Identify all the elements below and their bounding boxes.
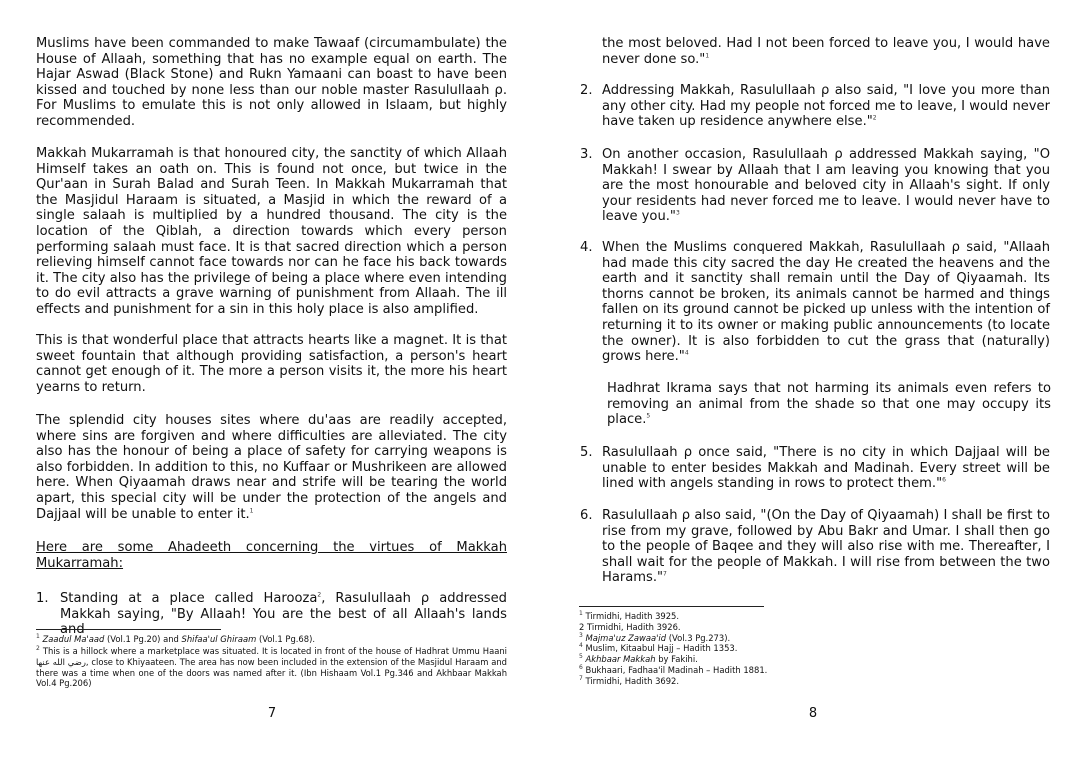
footnote-divider [579, 606, 764, 607]
paragraph-ikrama-note: Hadhrat Ikrama says that not harming its animals even refers to removing an animal from the shade so that one may occupy its place.$^5$ [607, 381, 1051, 428]
list-number: 1. [36, 591, 49, 606]
footnote-ref: 2 [317, 591, 322, 599]
page-right: the most beloved. Had I not been forced to leave you, I would have never done so."$^1$ 2. Addressing Makkah, Rasulullaah ρ also said, "I love you more than any other city. Had my people not forced me to leave, I would never have taken up residence anywhere else."$^2$ 3. On another occasion, Rasulullaah ρ addressed Makkah saying, "O Makkah! I swear by Allaah that I am leaving you knowing that you are the most honourable and beloved city in Allaah's sight. If only your residents had never forced me to leave. I would never have to leave you."$^3$ 4. When the Muslims conquered Makkah, Rasulullaah ρ said, "Allaah had made this city sacred the day He created the heavens and the earth and it sanctity shall remain until the Day of Qiyaamah. Its thorns cannot be broken, its animals cannot be harmed and things fallen on its ground cannot be picked up unless with the intention of returning it to its owner or making public announcements (to locate the owner). It is also forbidden to cut the grass that (naturally) grows here."$^4$ Hadhrat Ikrama says that not harming its animals even refers to removing an animal from the shade so that one may occupy its place.$^5$ 5. Rasulullaah ρ once said, "There is no city in which Dajjaal will be unable to enter besides Makkah and Madinah. Every street will be lined with angels standing in rows to protect them."$^6$ 6. Rasulullaah ρ also said, "(On the Day of Qiyaamah) I shall be first to rise from my grave, followed by Abu Bakr and Umar. I shall then go to the people of Baqee and they will also rise with me. Thereafter, I shall wait for the people of Makkah. I will rise from between the two Harams."$^7$ $^1$ Tirmidhi, Hadith 3925. 2 Tirmidhi, Hadith 3926. $^3$ Majma'uz Zawaa'id (Vol.3 Pg.273). $^4$ Muslim, Kitaabul Hajj – Hadith 1353. $^5$ Akhbaar Makkah by Fakihi. $^6$ Bukhaari, Fadhaa'il Madinah – Hadith 1881. $^7$ Tirmidhi, Hadith 3692. 8 [579, 36, 1051, 721]
footnote-1: $^1$ Tirmidhi, Hadith 3925. [579, 610, 680, 621]
list-text: Standing at a place called Harooza$^2$, Rasulullaah ρ addressed Makkah saying, "By Allaah! You are the best of all Allaah's lands and [60, 591, 507, 638]
footnote-1: $^1$ Zaadul Ma'aad (Vol.1 Pg.20) and Shifaa'ul Ghiraam (Vol.1 Pg.68). [36, 633, 316, 644]
footnote-3: $^3$ Majma'uz Zawaa'id (Vol.3 Pg.273). [579, 631, 731, 643]
footnote-5: $^5$ Akhbaar Makkah by Fakihi. [579, 653, 698, 665]
footnote-6: $^6$ Bukhaari, Fadhaa'il Madinah – Hadith 1881. [579, 664, 768, 675]
footnote-divider [36, 629, 221, 630]
footnotes [579, 611, 1050, 687]
page-number: 7 [267, 706, 277, 721]
page-number: 8 [808, 706, 818, 721]
paragraph-makkah-sanctity: Makkah Mukarramah is that honoured city, the sanctity of which Allaah Himself takes an oath on. This is found not once, but twice in the Qur'aan in Surah Balad and Surah Teen. In Makkah Mukarramah that the Masjidul Haraam is situated, a Masjid in which the reward of a single salaah is multiplied by a hundred thousand. The city is the location of the Qiblah, a direction towards which every person performing salaah must face. It is that sacred direction which a person relieving himself cannot face towards nor can he face his back towards it. The city also has the privilege of being a place where even intending to do evil attracts a grave warning of punishment from Allaah. The ill effects and punishment for a sin in this holy place is also amplified. [36, 146, 507, 317]
footnote-ref: 1 [249, 507, 254, 515]
footnote-7: $^7$ Tirmidhi, Hadith 3692. [579, 674, 680, 686]
paragraph-splendid-city: The splendid city houses sites where du'aas are readily accepted, where sins are forgiven and where difficulties are alleviated. The city also has the honour of being a place of safety for carrying weapons is also forbidden. In addition to this, no Kuffaar or Mushrikeen are allowed here. When Qiyaamah draws near and strife will be tearing the world apart, this special city will be under the protection of the angels and Dajjaal will be unable to enter it.$^1$ [36, 413, 507, 522]
footnote-2: $^2$ This is a hillock where a marketplace was situated. It is located in front of the house of Hadhrat Ummu Haani رضي الله عنها, close to Khiyaateen. The area has now been included in the extension of the Masjidul Haraam and there was a time when one of the doors was named after it. (Ibn Hishaam Vol.1 Pg.346 and Akhbaar Makkah Vol.4 Pg.206) [36, 645, 507, 689]
paragraph-tawaaf: Muslims have been commanded to make Tawaaf (circumambulate) the House of Allaah, something that has no example equal on earth. The Hajar Aswad (Black Stone) and Rukn Yamaani can boast to have been kissed and touched by none less than our noble master Rasulullaah ρ. For Muslims to emulate this is not only allowed in Islaam, but highly recommended. [36, 36, 507, 129]
paragraph-magnet: This is that wonderful place that attracts hearts like a magnet. It is that sweet fountain that although providing satisfaction, a person's heart cannot get enough of it. The more a person visits it, the more his heart yearns to return. [36, 333, 507, 395]
paragraph-continuation: the most beloved. Had I not been forced to leave you, I would have never done so."$^1$ [602, 36, 1050, 67]
footnote-4: $^4$ Muslim, Kitaabul Hajj – Hadith 1353. [579, 642, 738, 654]
footnote-2: 2 Tirmidhi, Hadith 3926. [579, 621, 681, 632]
section-heading: Here are some Ahadeeth concerning the virtues of Makkah Mukarramah: [36, 540, 507, 571]
footnote-ref: 1 [705, 52, 710, 60]
